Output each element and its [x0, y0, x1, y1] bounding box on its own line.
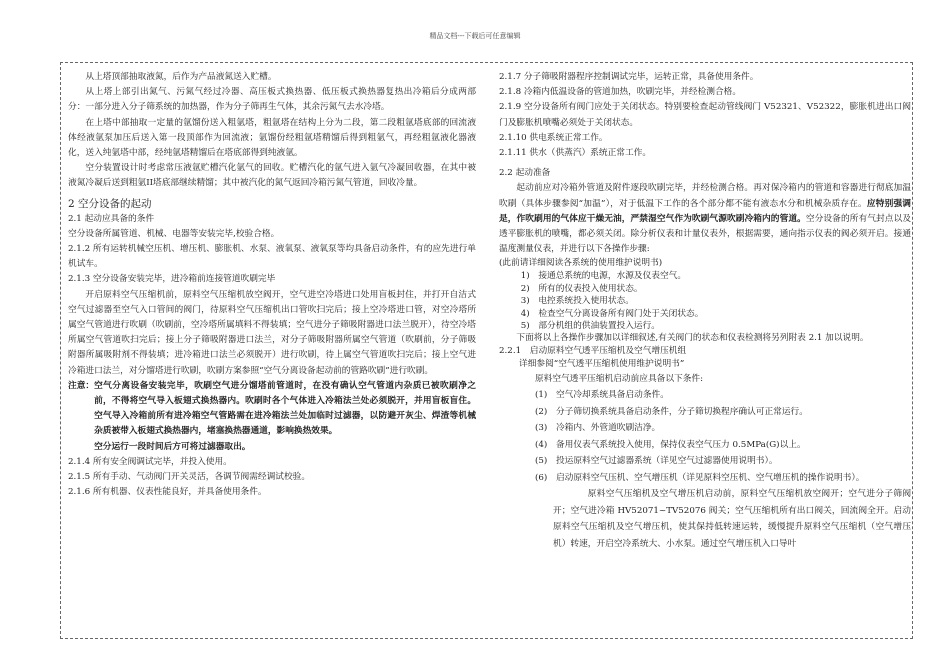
- emphasis-text: 应特别强调是，作吹刷用的气体应干燥无油，严禁湿空气作为吹刷气源吹刷冷箱内的管道。: [499, 198, 911, 224]
- paragraph: 2.1.7 分子筛吸附器程序控制调试完毕，运转正常，具备使用条件。: [499, 72, 759, 82]
- list-item: 4) 检查空气分离设备所有阀门处于关闭状态。: [520, 308, 704, 319]
- paragraph: 开启原料空气压缩机前，原料空气压缩机放空阀开，空气进空冷塔进口处用盲板封住，并打开自洁式空气过滤器至空气入口管间的阀门，待原料空气压缩机出口管吹扫完后；接上空冷塔进口管，对空冷塔所属空气管道进行吹刷（吹刷前，空冷塔所属填料不得装填；空气进分子筛吸附器进口法兰脱开），待空冷塔所属空气管道吹扫完后；接上分子筛吸附器进口法兰，对分子筛吸附器所属空气管道（吹刷前，分子筛吸附器所属吸附剂不得装填；进冷箱进口法兰必须脱开）进行吹刷，待上属空气管道吹扫完后；接上空气进冷箱进口法兰，对分馏塔进行吹刷，吹刷方案参照“空气分离设备起动前的管路吹刷”进行吹刷。: [68, 289, 476, 376]
- list-item: 5) 部分机组的供油装置投入运行。: [520, 321, 660, 332]
- paragraph: 从上塔顶部抽取液氮，后作为产品液氮送入贮槽。: [85, 72, 277, 82]
- paragraph: 原料空气压缩机及空气增压机启动前，原料空气压缩机放空阀开；空气进分子筛阀开；空气进冷箱 HV52071~TV52076 阀关；空气压缩机所有出口阀关，回流阀全开。启动原料空气压缩机及空气增压机，使其保持低转速运转，缓慢提升原料空气压缩机（空气增压机）转速，开启空冷系统大、小水泵。通过空气增压机入口导叶: [553, 489, 911, 549]
- paragraph: 2.1.4 所有安全阀调试完毕，并投入使用。: [68, 456, 232, 467]
- list-item: (4) 备用仪表气系统投入使用，保持仪表空气压力 0.5MPa(G)以上。: [535, 439, 806, 450]
- paragraph: 2.1.6 所有机器、仪表性能良好，并具备使用条件。: [68, 487, 267, 498]
- note-text: 空分运行一段时间后方可将过滤器取出。: [94, 441, 251, 452]
- list-item: 3) 电控系统投入使用状态。: [520, 296, 634, 307]
- startup-list: [499, 270, 911, 332]
- paragraph: 原料空气透平压缩机启动前应具备以下条件:: [535, 374, 703, 385]
- right-column: [499, 70, 911, 552]
- list-item: (2) 分子筛切换系统具备启动条件，分子筛切换程序确认可正常运行。: [535, 406, 808, 417]
- list-item: 1) 接通总系统的电源，水源及仪表空气。: [520, 271, 687, 282]
- list-item: (1) 空气冷却系统具备启动条件。: [535, 390, 669, 401]
- paragraph: 详细参阅“空气透平压缩机使用维护说明书”: [519, 359, 685, 370]
- paragraph: 空分设备所属管道、机械、电器等安装完毕,校验合格。: [68, 228, 280, 239]
- left-column: [68, 70, 476, 500]
- list-item: 2) 所有的仪表投入使用状态。: [520, 283, 643, 294]
- paragraph: 空分装置设计时考虑常压液氩贮槽汽化氩气的回收。贮槽汽化的氩气进入氩气冷凝回收器，在其中被液氮冷凝后送到粗氩II塔底部继续精馏；其中被汽化的氮气返回冷箱污氮气管道，回收冷量。: [68, 163, 476, 189]
- conditions-list: [499, 387, 911, 486]
- section-heading: 2 空分设备的起动: [68, 197, 152, 210]
- paragraph: 下面将以上各操作步骤加以详细叙述,有关阀门的状态和仪表检测将另列附表 2.1 加以说明。: [516, 333, 869, 344]
- subsection-heading: 2.2.1 启动原料空气透平压缩机及空气增压机组: [499, 345, 687, 356]
- paragraph: 2.1.8 冷箱内低温设备的管道加热，吹刷完毕，并经检测合格。: [499, 87, 742, 98]
- list-item: (5) 投运原料空气过滤器系统（详见空气过滤器使用说明书）。: [535, 456, 778, 467]
- paragraph: 2.1.10 供电系统正常工作。: [499, 132, 608, 143]
- subsection-heading: 2.1 起动应具备的条件: [68, 213, 155, 224]
- page-header: 精品文档---下载后可任意编辑: [429, 32, 521, 40]
- subsection-heading: 2.1.3 空分设备安装完毕，进冷箱前连接管道吹刷完毕: [68, 274, 276, 285]
- note-text: 空气分离设备安装完毕，吹刷空气进分馏塔前管道时，在没有确认空气管道内杂质已被吹刷净之前，不得将空气导入板翅式换热器内。吹刷时各个气体进入冷箱法兰处必须脱开，并用盲板盲住。空气导入冷箱前所有进冷箱空气管路需在进冷箱法兰处加临时过滤器，以防避开灰尘、焊渣等机械杂质被带入板翅式换热器内，堵塞换热器通道，影响换热效果。: [94, 380, 476, 437]
- subsection-heading: 2.2 起动准备: [499, 168, 551, 179]
- note: (此前请详细阅读各系统的使用维护说明书): [499, 258, 663, 269]
- paragraph: 在上塔中部抽取一定量的氩馏份送入粗氩塔，粗氩塔在结构上分为二段，第二段粗氩塔底部的回流液体经液氩泵加压后送入第一段顶部作为回流液；氩馏份经粗氩塔精馏后得到粗氩气，再经粗氩液化器液化，送入纯氩塔中部，经纯氩塔精馏后在塔底部得到纯液氩。: [68, 117, 476, 159]
- paragraph: 2.1.9 空分设备所有阀门应处于关闭状态。特别要检查起动管线阀门 V52321、V52322，膨胀机进出口阀门及膨胀机喷嘴必须处于关闭状态。: [499, 102, 911, 128]
- list-item: (6) 启动原料空气压机、空气增压机（详见原料空压机、空气增压机的操作说明书）。: [535, 472, 865, 483]
- paragraph: 起动前应对冷箱外管道及附件逐段吹刷完毕，并经检测合格。再对保冷箱内的管道和容器进行彻底加温吹刷（具体步骤参阅“加温”），对于低温下工作的各个部分都不能有液态水分和机械杂质存在。应特别强调是，作吹刷用的气体应干燥无油，严禁湿空气作为吹刷气源吹刷冷箱内的管道。空分设备的所有气封点以及透平膨胀机的喷嘴，都必须关闭。除分析仪表和计量仪表外，根据需要，通向指示仪表的阀必须开启。接通温度测量仪表，并进行以下各操作步骤:: [499, 183, 912, 255]
- paragraph: 2.1.5 所有手动、气动阀门开关灵活，各调节阀需经调试校验。: [68, 472, 311, 483]
- paragraph: 从上塔上部引出氮气、污氮气经过冷器、高压板式换热器、低压板式换热器复热出冷箱后分成两部分：一部分进入分子筛系统的加热器，作为分子筛再生气体，其余污氮气去水冷塔。: [68, 87, 476, 113]
- note-block: [68, 379, 476, 455]
- note-label: 注意：: [68, 380, 95, 391]
- paragraph: 2.1.11 供水（供蒸汽）系统正常工作。: [499, 148, 652, 159]
- paragraph: 2.1.2 所有运转机械空压机、增压机、膨胀机、水泵、液氧泵、液氧泵等均具备启动条件，有的应先进行单机试车。: [68, 244, 476, 270]
- list-item: (3) 冷箱内、外管道吹刷洁净。: [535, 423, 661, 434]
